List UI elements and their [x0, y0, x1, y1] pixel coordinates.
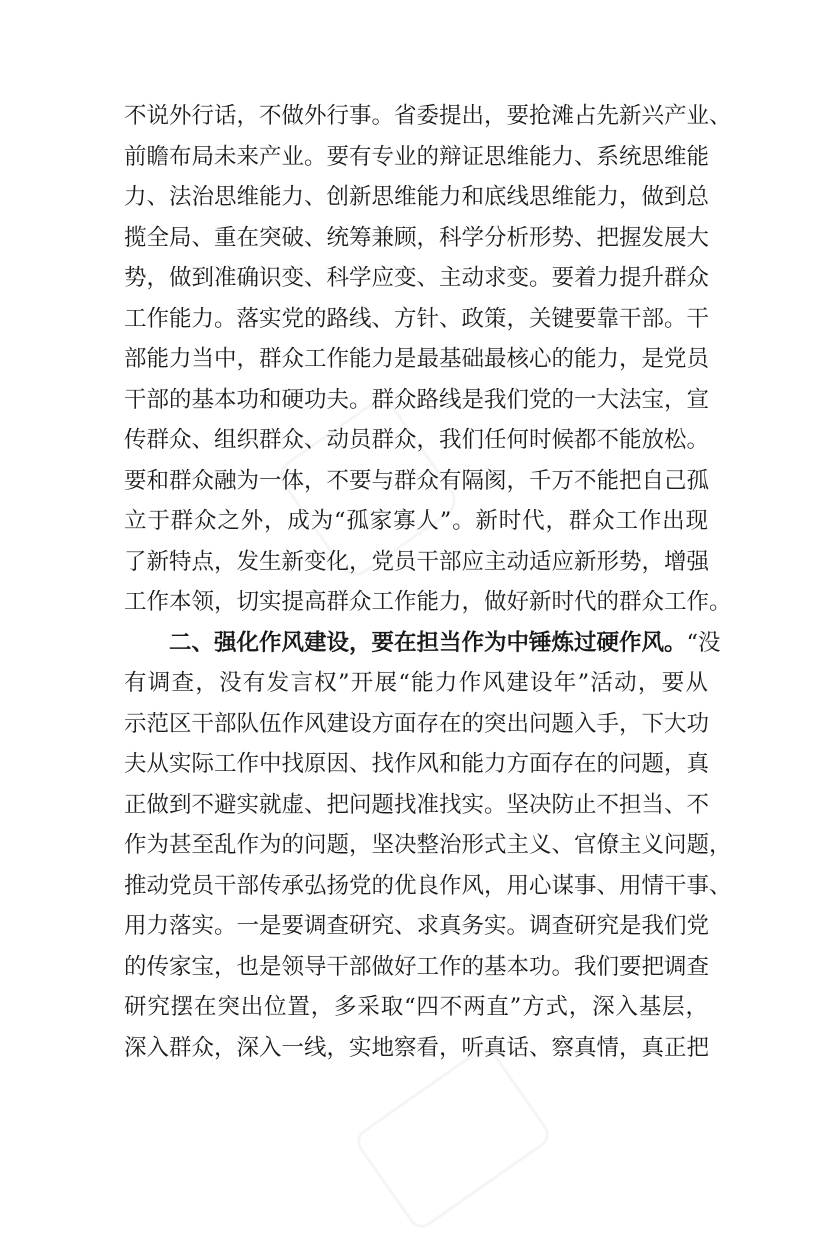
text-line: 夫从实际工作中找原因、找作风和能力方面存在的问题，真: [124, 751, 710, 777]
body-text: [124, 96, 732, 1068]
watermark-stamp-bottom: [352, 1043, 555, 1233]
text-line: 的传家宝，也是领导干部做好工作的基本功。我们要把调查: [124, 953, 710, 980]
section-heading: 二、强化作风建设，要在担当作为中锤炼过硬作风。: [169, 629, 687, 656]
text-line: 有调查，没有发言权”开展“能力作风建设年”活动，要从: [124, 670, 708, 696]
text-line: 工作能力。落实党的路线、方针、政策，关键要靠干部。干: [124, 305, 710, 332]
text-line: 示范区干部队伍作风建设方面存在的突出问题入手，下大功: [124, 710, 710, 737]
text-line: 前瞻布局未来产业。要有专业的辩证思维能力、系统思维能: [124, 143, 710, 170]
text-line: 势，做到准确识变、科学应变、主动求变。要着力提升群众: [124, 265, 710, 291]
text-line: 部能力当中，群众工作能力是最基础最核心的能力，是党员: [124, 346, 710, 372]
text-line: 用力落实。一是要调查研究、求真务实。调查研究是我们党: [124, 913, 710, 939]
heading-tail-text: “没: [686, 629, 721, 656]
text-line: 正做到不避实就虚、把问题找准找实。坚决防止不担当、不: [124, 791, 710, 818]
text-line: 立于群众之外，成为“孤家寡人”。新时代，群众工作出现: [124, 508, 708, 534]
text-line: 研究摆在突出位置，多采取“四不两直”方式，深入基层，: [124, 994, 708, 1020]
text-line: 深入群众，深入一线，实地察看，听真话、察真情，真正把: [124, 1034, 710, 1061]
text-line: 传群众、组织群众、动员群众，我们任何时候都不能放松。: [124, 427, 710, 453]
text-line: 揽全局、重在突破、统筹兼顾，科学分析形势、把握发展大: [124, 224, 710, 251]
text-line: 力、法治思维能力、创新思维能力和底线思维能力，做到总: [124, 184, 710, 210]
text-line: 作为甚至乱作为的问题，坚决整治形式主义、官僚主义问题，: [124, 832, 732, 858]
text-line: 工作本领，切实提高群众工作能力，做好新时代的群众工作。: [124, 589, 732, 615]
text-line: 了新特点，发生新变化，党员干部应主动适应新形势，增强: [124, 548, 710, 575]
text-line: 要和群众融为一体，不要与群众有隔阂，千万不能把自己孤: [124, 467, 710, 494]
text-line: 推动党员干部传承弘扬党的优良作风，用心谋事、用情干事、: [124, 872, 732, 899]
section-heading-line: [124, 623, 721, 664]
text-line: 干部的基本功和硬功夫。群众路线是我们党的一大法宝，宣: [124, 386, 710, 413]
text-line: 不说外行话，不做外行事。省委提出，要抢滩占先新兴产业、: [124, 103, 732, 129]
